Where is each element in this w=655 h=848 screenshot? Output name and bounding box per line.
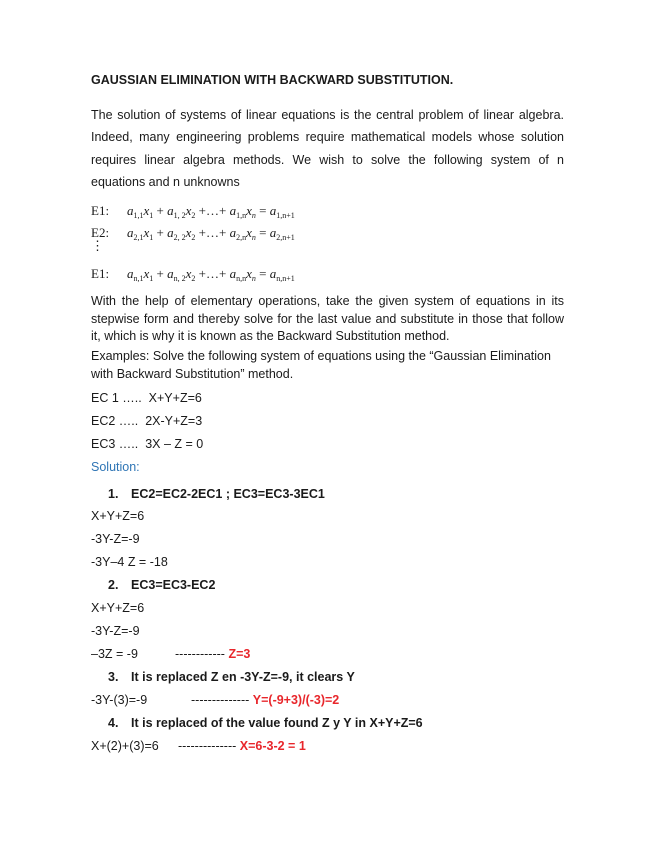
step-2-result-line: –3Z = -9 ------------ Z=3 (91, 647, 251, 661)
z-result: Z=3 (228, 647, 251, 661)
doc-title: GAUSSIAN ELIMINATION WITH BACKWARD SUBSTITUTION. (91, 73, 454, 87)
equation-n: E1: $a_{n,1}x_1 + a_{n, 2}x_2$ +…+ $a_{n,n}x_n = a_{n,n+1}$ (91, 266, 295, 283)
step-1-heading: 1. EC2=EC2-2EC1 ; EC3=EC3-3EC1 (108, 487, 325, 501)
step-2-heading: 2. EC3=EC3-EC2 (108, 578, 216, 592)
step-1-line: -3Y-Z=-9 (91, 532, 140, 546)
equation-label: E1: (91, 266, 110, 281)
step-4-result-line: X+(2)+(3)=6 -------------- X=6-3-2 = 1 (91, 739, 306, 753)
step-3-result-line: -3Y-(3)=-9 -------------- Y=(-9+3)/(-3)=2 (91, 693, 340, 707)
intro-paragraph: The solution of systems of linear equations is the central problem of linear algebra. Indeed, many engineering problems require mathematical models whose solution requires linear algebra methods. We wish to solve the following system of n equations and n unknowns (91, 108, 564, 189)
step-4-heading: 4. It is replaced of the value found Z y Y in X+Y+Z=6 (108, 716, 423, 730)
step-2-line: X+Y+Z=6 (91, 601, 145, 615)
example-paragraph: Examples: Solve the following system of equations using the “Gaussian Elimination with Backward Substitution” method. (91, 349, 551, 381)
method-paragraph: With the help of elementary operations, take the given system of equations in its stepwise form and thereby solve for the last value and substitute in those that follow it, which is why it is known as the Backward Substitution method. (91, 294, 564, 343)
step-3-heading: 3. It is replaced Z en -3Y-Z=-9, it clears Y (108, 670, 355, 684)
solution-label: Solution: (91, 460, 140, 474)
vertical-ellipsis: ⋮ (91, 238, 104, 253)
equation-label: E1: (91, 203, 110, 218)
equation-label: E2: (91, 225, 110, 240)
step-2-line: -3Y-Z=-9 (91, 624, 140, 638)
y-result: Y=(-9+3)/(-3)=2 (252, 693, 340, 707)
system-eq-3: EC3 ….. 3X – Z = 0 (91, 437, 204, 451)
equation-2: E2: $a_{2,1}x_1 + a_{2, 2}x_2$ +…+ $a_{2,n}x_n = a_{2,n+1}$ (91, 225, 295, 242)
step-1-line: X+Y+Z=6 (91, 509, 145, 523)
x-result: X=6-3-2 = 1 (239, 739, 306, 753)
equation-1: E1: $a_{1,1}x_1 + a_{1, 2}x_2$ +…+ $a_{1,n}x_n = a_{1,n+1}$ (91, 203, 295, 220)
system-eq-1: EC 1 ….. X+Y+Z=6 (91, 391, 202, 405)
step-1-line: -3Y–4 Z = -18 (91, 555, 168, 569)
system-eq-2: EC2 ….. 2X-Y+Z=3 (91, 414, 203, 428)
